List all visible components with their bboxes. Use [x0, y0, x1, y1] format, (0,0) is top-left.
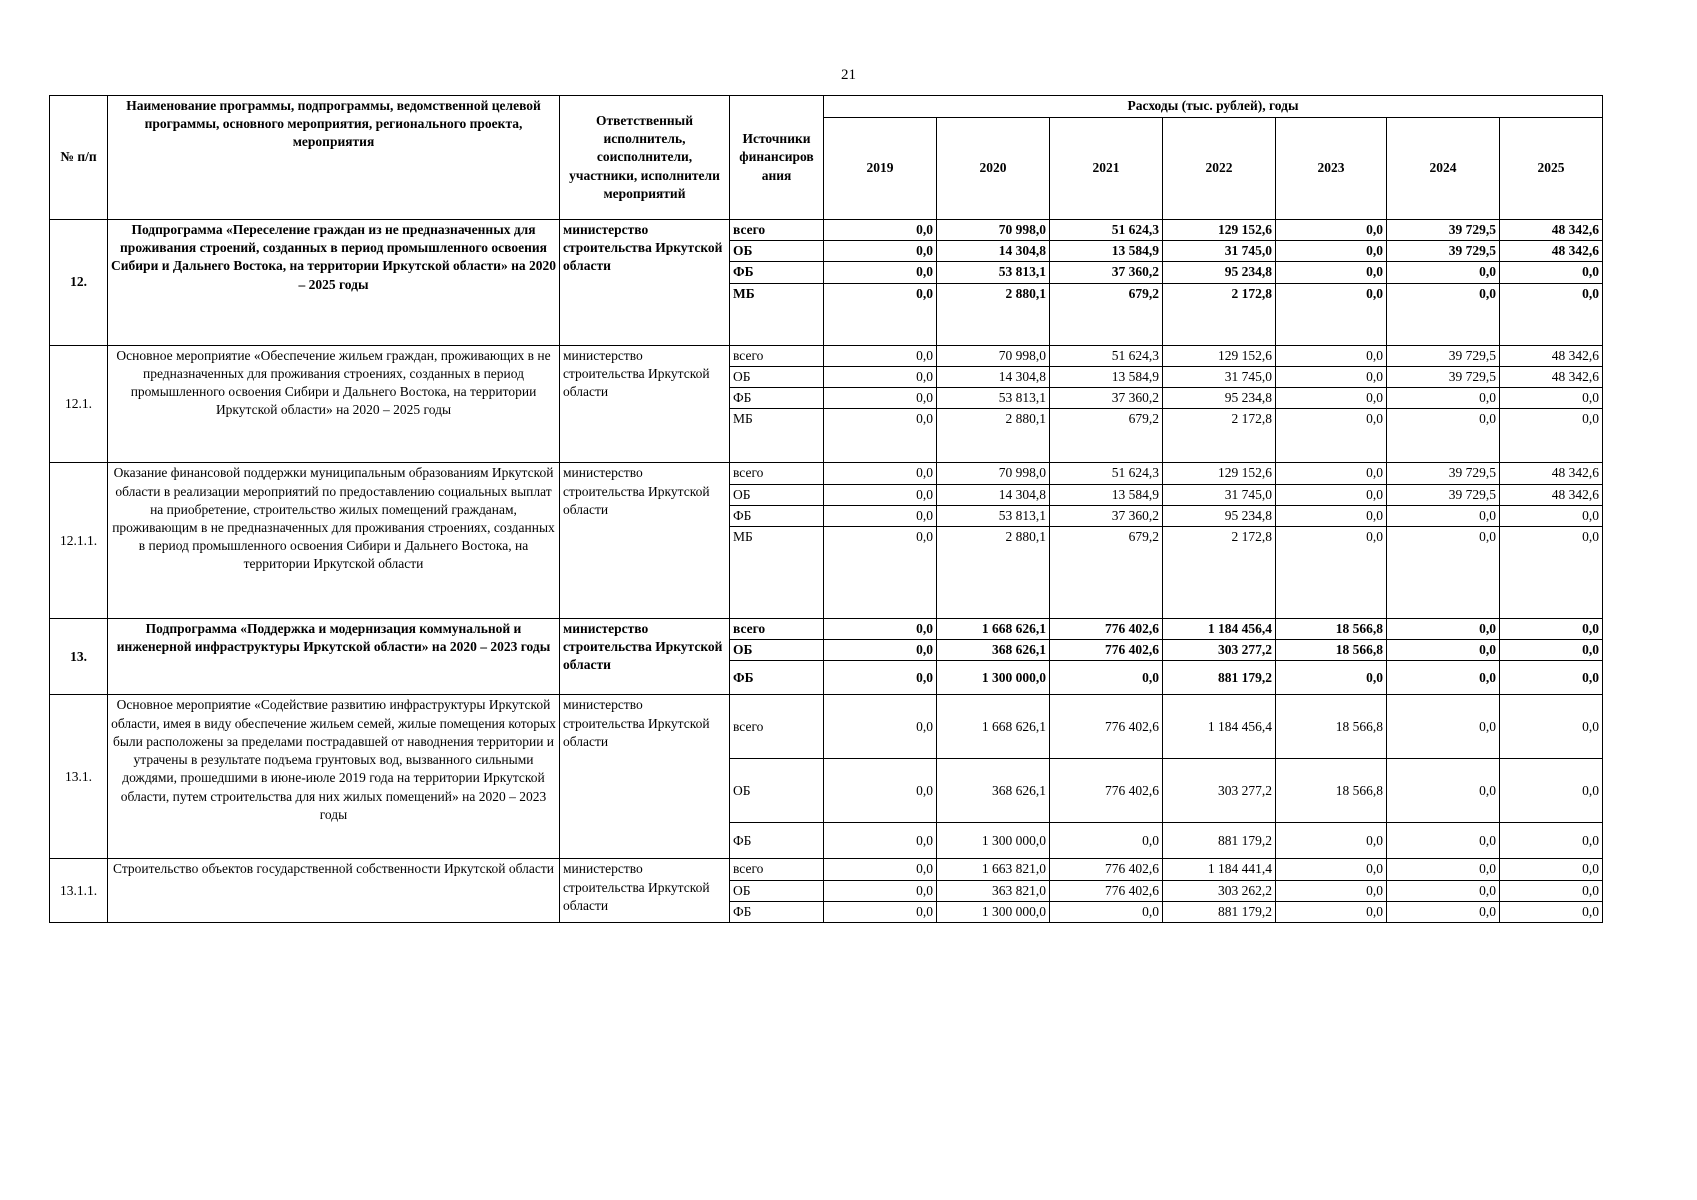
expense-value: 95 234,8	[1163, 262, 1276, 283]
funding-source: ФБ	[730, 901, 824, 922]
funding-source: всего	[730, 695, 824, 759]
expense-value: 303 277,2	[1163, 640, 1276, 661]
header-year: 2022	[1163, 118, 1276, 220]
funding-source: ФБ	[730, 661, 824, 695]
funding-source: МБ	[730, 409, 824, 463]
expense-value: 0,0	[1276, 859, 1387, 880]
expense-value: 881 179,2	[1163, 661, 1276, 695]
expense-value: 363 821,0	[937, 880, 1050, 901]
table-row	[50, 220, 1603, 241]
expense-value: 881 179,2	[1163, 901, 1276, 922]
expense-value: 0,0	[1276, 409, 1387, 463]
expense-value: 776 402,6	[1050, 759, 1163, 823]
expense-value: 2 880,1	[937, 283, 1050, 345]
expense-value: 51 624,3	[1050, 220, 1163, 241]
expense-value: 53 813,1	[937, 388, 1050, 409]
expense-value: 0,0	[824, 526, 937, 618]
expense-value: 0,0	[824, 345, 937, 366]
row-number: 12.1.1.	[50, 463, 108, 619]
expense-value: 0,0	[824, 262, 937, 283]
funding-source: ОБ	[730, 484, 824, 505]
header-year: 2019	[824, 118, 937, 220]
expense-value: 1 184 456,4	[1163, 695, 1276, 759]
expense-value: 0,0	[1500, 661, 1603, 695]
expense-value: 0,0	[1276, 880, 1387, 901]
expense-value: 0,0	[824, 618, 937, 639]
expense-value: 0,0	[1500, 640, 1603, 661]
expense-value: 39 729,5	[1387, 484, 1500, 505]
program-name: Основное мероприятие «Обеспечение жильем граждан, проживающих в не предназначенных для проживания строениях, созданных в период промышленного освоения Сибири и Дальнего Востока, на территории Иркутской области» на 2020 – 2025 годы	[108, 345, 560, 463]
expense-value: 0,0	[1500, 262, 1603, 283]
expense-value: 37 360,2	[1050, 505, 1163, 526]
expense-value: 14 304,8	[937, 484, 1050, 505]
funding-source: всего	[730, 859, 824, 880]
expense-value: 0,0	[1276, 901, 1387, 922]
expense-value: 48 342,6	[1500, 220, 1603, 241]
expense-value: 0,0	[1387, 661, 1500, 695]
expense-value: 776 402,6	[1050, 618, 1163, 639]
expense-value: 776 402,6	[1050, 695, 1163, 759]
expense-value: 0,0	[1500, 388, 1603, 409]
expense-value: 368 626,1	[937, 640, 1050, 661]
expense-value: 14 304,8	[937, 241, 1050, 262]
expense-value: 0,0	[824, 388, 937, 409]
funding-source: ОБ	[730, 241, 824, 262]
expense-value: 0,0	[1276, 262, 1387, 283]
expense-value: 48 342,6	[1500, 241, 1603, 262]
expense-value: 0,0	[1387, 618, 1500, 639]
expense-value: 0,0	[1387, 526, 1500, 618]
expense-value: 0,0	[1276, 220, 1387, 241]
expense-value: 0,0	[1387, 859, 1500, 880]
expenses-table	[49, 95, 1603, 923]
expense-value: 0,0	[1276, 526, 1387, 618]
header-expenses: Расходы (тыс. рублей), годы	[824, 96, 1603, 118]
funding-source: ФБ	[730, 823, 824, 859]
expense-value: 679,2	[1050, 526, 1163, 618]
header-num: № п/п	[50, 96, 108, 220]
expense-value: 0,0	[824, 283, 937, 345]
table-row	[50, 618, 1603, 639]
expense-value: 39 729,5	[1387, 345, 1500, 366]
expense-value: 70 998,0	[937, 463, 1050, 484]
expense-value: 13 584,9	[1050, 366, 1163, 387]
expense-value: 129 152,6	[1163, 463, 1276, 484]
expense-value: 0,0	[1500, 695, 1603, 759]
expense-value: 679,2	[1050, 283, 1163, 345]
expense-value: 0,0	[1387, 262, 1500, 283]
expense-value: 95 234,8	[1163, 505, 1276, 526]
expense-value: 0,0	[824, 661, 937, 695]
expense-value: 0,0	[1387, 880, 1500, 901]
expense-value: 0,0	[1387, 901, 1500, 922]
expense-value: 1 300 000,0	[937, 901, 1050, 922]
funding-source: ФБ	[730, 262, 824, 283]
expense-value: 31 745,0	[1163, 366, 1276, 387]
funding-source: всего	[730, 463, 824, 484]
executor: министерство строительства Иркутской области	[560, 463, 730, 619]
expense-value: 129 152,6	[1163, 220, 1276, 241]
expense-value: 0,0	[1276, 823, 1387, 859]
expense-value: 0,0	[1276, 388, 1387, 409]
expense-value: 0,0	[824, 880, 937, 901]
expense-value: 0,0	[1387, 409, 1500, 463]
expense-value: 0,0	[1387, 388, 1500, 409]
program-name: Строительство объектов государственной собственности Иркутской области	[108, 859, 560, 923]
expense-value: 1 300 000,0	[937, 661, 1050, 695]
expense-value: 2 880,1	[937, 409, 1050, 463]
expense-value: 0,0	[1387, 283, 1500, 345]
expense-value: 0,0	[824, 759, 937, 823]
expense-value: 0,0	[1500, 823, 1603, 859]
expense-value: 0,0	[1500, 283, 1603, 345]
funding-source: ОБ	[730, 640, 824, 661]
header-year: 2020	[937, 118, 1050, 220]
expense-value: 2 172,8	[1163, 283, 1276, 345]
expense-value: 0,0	[1276, 241, 1387, 262]
expense-value: 0,0	[1500, 505, 1603, 526]
expense-value: 0,0	[824, 463, 937, 484]
expense-value: 2 172,8	[1163, 409, 1276, 463]
expense-value: 0,0	[1050, 823, 1163, 859]
expense-value: 70 998,0	[937, 345, 1050, 366]
funding-source: МБ	[730, 283, 824, 345]
expense-value: 31 745,0	[1163, 484, 1276, 505]
expense-value: 0,0	[1050, 661, 1163, 695]
expense-value: 53 813,1	[937, 505, 1050, 526]
executor: министерство строительства Иркутской области	[560, 618, 730, 694]
expense-value: 39 729,5	[1387, 241, 1500, 262]
funding-source: всего	[730, 618, 824, 639]
expense-value: 51 624,3	[1050, 463, 1163, 484]
expense-value: 0,0	[1500, 901, 1603, 922]
expense-value: 1 663 821,0	[937, 859, 1050, 880]
header-year: 2025	[1500, 118, 1603, 220]
expense-value: 53 813,1	[937, 262, 1050, 283]
header-source: Источники финансиров ания	[730, 96, 824, 220]
row-number: 13.1.	[50, 695, 108, 859]
funding-source: всего	[730, 220, 824, 241]
expense-value: 0,0	[824, 695, 937, 759]
expense-value: 0,0	[1276, 463, 1387, 484]
expense-value: 0,0	[1500, 618, 1603, 639]
header-executor: Ответственный исполнитель, соисполнители, участники, исполнители мероприятий	[560, 96, 730, 220]
expense-value: 0,0	[1276, 484, 1387, 505]
table-row	[50, 463, 1603, 484]
expense-value: 14 304,8	[937, 366, 1050, 387]
expense-value: 0,0	[1500, 859, 1603, 880]
expense-value: 776 402,6	[1050, 880, 1163, 901]
expense-value: 0,0	[1276, 366, 1387, 387]
expense-value: 776 402,6	[1050, 640, 1163, 661]
expense-value: 1 300 000,0	[937, 823, 1050, 859]
funding-source: ФБ	[730, 388, 824, 409]
expense-value: 51 624,3	[1050, 345, 1163, 366]
expense-value: 679,2	[1050, 409, 1163, 463]
header-name: Наименование программы, подпрограммы, ведомственной целевой программы, основного мероприятия, регионального проекта, мероприятия	[108, 96, 560, 220]
expense-value: 0,0	[1276, 345, 1387, 366]
expense-value: 303 277,2	[1163, 759, 1276, 823]
executor: министерство строительства Иркутской области	[560, 859, 730, 923]
expense-value: 39 729,5	[1387, 463, 1500, 484]
expense-value: 0,0	[824, 409, 937, 463]
expense-value: 48 342,6	[1500, 484, 1603, 505]
expense-value: 37 360,2	[1050, 262, 1163, 283]
expense-value: 18 566,8	[1276, 759, 1387, 823]
expense-value: 0,0	[1050, 901, 1163, 922]
funding-source: ОБ	[730, 759, 824, 823]
expense-value: 48 342,6	[1500, 463, 1603, 484]
expense-value: 1 184 456,4	[1163, 618, 1276, 639]
row-number: 12.1.	[50, 345, 108, 463]
expense-value: 0,0	[1500, 880, 1603, 901]
expense-value: 0,0	[1276, 661, 1387, 695]
row-number: 13.1.1.	[50, 859, 108, 923]
expense-value: 39 729,5	[1387, 220, 1500, 241]
expense-value: 31 745,0	[1163, 241, 1276, 262]
expense-value: 0,0	[824, 484, 937, 505]
table-row	[50, 859, 1603, 880]
expense-value: 1 668 626,1	[937, 695, 1050, 759]
expense-value: 0,0	[824, 241, 937, 262]
program-name: Подпрограмма «Переселение граждан из не предназначенных для проживания строений, созданных в период промышленного освоения Сибири и Дальнего Востока, на территории Иркутской области» на 2020 – 2025 годы	[108, 220, 560, 346]
funding-source: ОБ	[730, 880, 824, 901]
expense-value: 0,0	[1500, 759, 1603, 823]
page-number: 21	[841, 67, 856, 83]
expense-value: 368 626,1	[937, 759, 1050, 823]
funding-source: ФБ	[730, 505, 824, 526]
expense-value: 18 566,8	[1276, 695, 1387, 759]
executor: министерство строительства Иркутской области	[560, 695, 730, 859]
header-year: 2021	[1050, 118, 1163, 220]
row-number: 12.	[50, 220, 108, 346]
expense-value: 0,0	[1387, 640, 1500, 661]
expense-value: 0,0	[824, 505, 937, 526]
header-year: 2024	[1387, 118, 1500, 220]
expense-value: 776 402,6	[1050, 859, 1163, 880]
expense-value: 2 172,8	[1163, 526, 1276, 618]
expense-value: 0,0	[1500, 526, 1603, 618]
expense-value: 13 584,9	[1050, 484, 1163, 505]
expense-value: 18 566,8	[1276, 640, 1387, 661]
expense-value: 0,0	[824, 823, 937, 859]
program-name: Оказание финансовой поддержки муниципальным образованиям Иркутской области в реализации мероприятий по предоставлению социальных выплат на приобретение, строительство жилых помещений гражданам, проживающим в не предназначенных для проживания строениях, созданных в период промышленного освоения Сибири и Дальнего Востока, на территории Иркутской области	[108, 463, 560, 619]
expense-value: 2 880,1	[937, 526, 1050, 618]
expense-value: 39 729,5	[1387, 366, 1500, 387]
expense-value: 0,0	[824, 366, 937, 387]
executor: министерство строительства Иркутской области	[560, 220, 730, 346]
expense-value: 37 360,2	[1050, 388, 1163, 409]
expense-value: 1 184 441,4	[1163, 859, 1276, 880]
expense-value: 0,0	[1387, 759, 1500, 823]
executor: министерство строительства Иркутской области	[560, 345, 730, 463]
expense-value: 0,0	[1500, 409, 1603, 463]
funding-source: всего	[730, 345, 824, 366]
expense-value: 48 342,6	[1500, 366, 1603, 387]
row-number: 13.	[50, 618, 108, 694]
expense-value: 0,0	[824, 859, 937, 880]
expense-value: 18 566,8	[1276, 618, 1387, 639]
expense-value: 881 179,2	[1163, 823, 1276, 859]
expense-value: 0,0	[1387, 695, 1500, 759]
funding-source: МБ	[730, 526, 824, 618]
expense-value: 0,0	[824, 220, 937, 241]
expense-value: 48 342,6	[1500, 345, 1603, 366]
expense-value: 1 668 626,1	[937, 618, 1050, 639]
table-row	[50, 695, 1603, 759]
expense-value: 0,0	[1276, 505, 1387, 526]
funding-source: ОБ	[730, 366, 824, 387]
expense-value: 13 584,9	[1050, 241, 1163, 262]
program-name: Подпрограмма «Поддержка и модернизация коммунальной и инженерной инфраструктуры Иркутской области» на 2020 – 2023 годы	[108, 618, 560, 694]
expense-value: 0,0	[1387, 823, 1500, 859]
program-name: Основное мероприятие «Содействие развитию инфраструктуры Иркутской области, имея в виду обеспечение жильем семей, жилые помещения которых были расположены за пределами пострадавшей от наводнения территории и утрачены в результате подъема грунтовых вод, вызванного сильными дождями, прошедшими в июне-июле 2019 года на территории Иркутской области, путем строительства для них жилых помещений» на 2020 – 2023 годы	[108, 695, 560, 859]
expense-value: 303 262,2	[1163, 880, 1276, 901]
expense-value: 0,0	[1276, 283, 1387, 345]
expense-value: 0,0	[824, 640, 937, 661]
header-year: 2023	[1276, 118, 1387, 220]
expense-value: 129 152,6	[1163, 345, 1276, 366]
expense-value: 95 234,8	[1163, 388, 1276, 409]
expense-value: 0,0	[824, 901, 937, 922]
table-row	[50, 345, 1603, 366]
expense-value: 70 998,0	[937, 220, 1050, 241]
expense-value: 0,0	[1387, 505, 1500, 526]
